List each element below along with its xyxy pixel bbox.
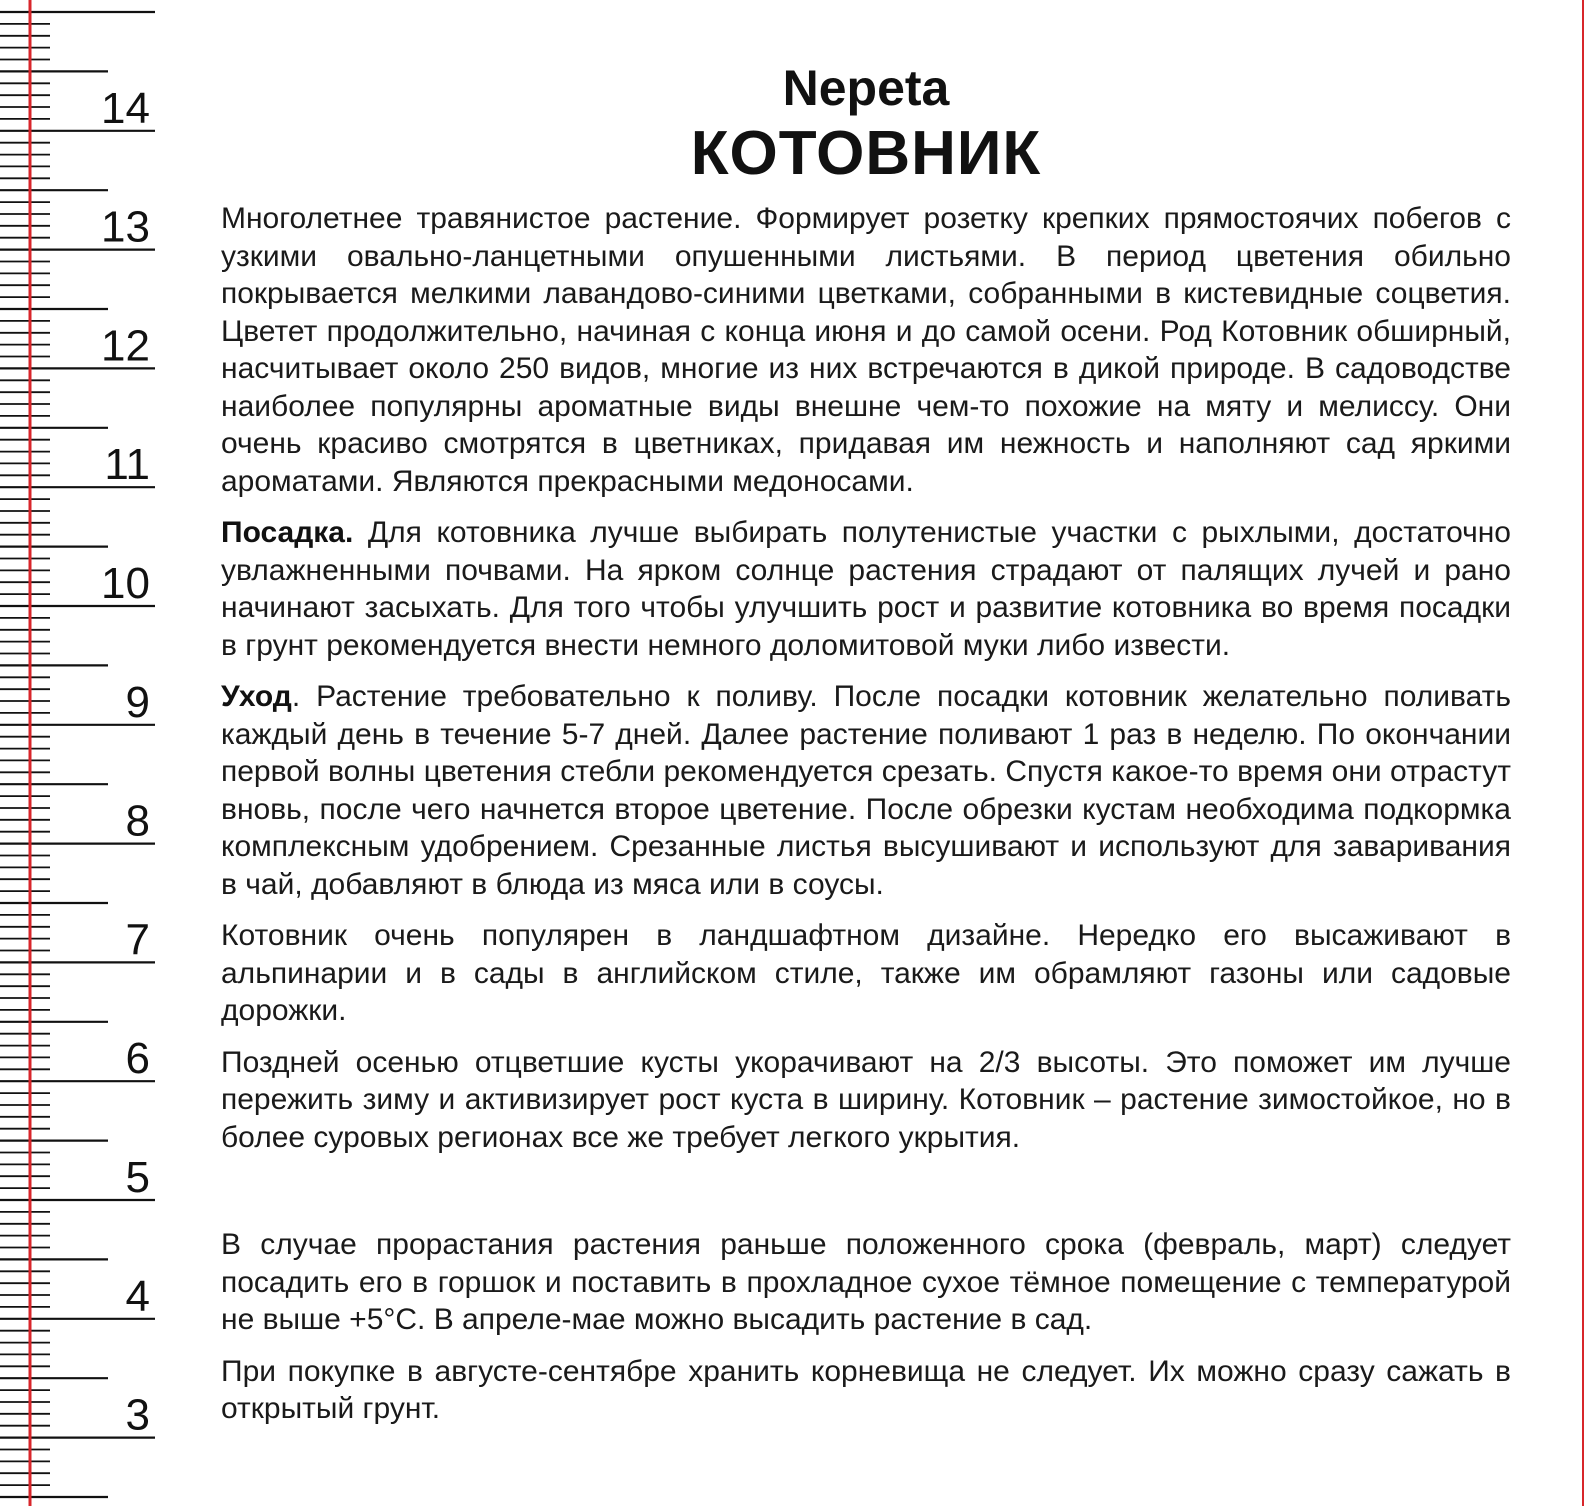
paragraph-text: Многолетнее травянистое растение. Формирует розетку крепких прямостоячих побегов с узкими овально-ланцетными опушенными листьями. В период цветения обильно покрывается мелкими лавандово-синими цветками, собранными в кистевидные соцветия. Цветет продолжительно, начиная с конца июня и до самой осени. Род Котовник обширный, насчитывает около 250 видов, многие из них встречаются в дикой природе. В садоводстве наиболее популярны ароматные виды внешне чем-то похожие на мяту и мелиссу. Они очень красиво смотрятся в цветниках, придавая им нежность и наполняют сад яркими ароматами. Являются прекрасными медоносами. xyxy=(221,202,1511,498)
ruler-number: 12 xyxy=(101,321,150,371)
paragraph-text: Для котовника лучше выбирать полутенистые участки с рыхлыми, достаточно увлажненными почвами. На ярком солнце растения страдают от палящих лучей и рано начинают засыхать. Для того чтобы улучшить рост и развитие котовника во время посадки в грунт рекомендуется внести немного доломитовой муки либо извести. xyxy=(221,516,1511,662)
paragraph-text: Поздней осенью отцветшие кусты укорачивают на 2/3 высоты. Это поможет им лучше пережить зиму и активизирует рост куста в ширину. Котовник – растение зимостойкое, но в более суровых регионах все же требует легкого укрытия. xyxy=(221,1045,1511,1154)
paragraph-text: Котовник очень популярен в ландшафтном дизайне. Нередко его высаживают в альпинарии и в сады в английском стиле, также им обрамляют газоны или садовые дорожки. xyxy=(221,919,1511,1027)
paragraph-early-sprouting xyxy=(221,1226,1511,1339)
ruler xyxy=(0,0,200,1506)
paragraph-lead: Посадка. xyxy=(221,516,354,549)
page-title: КОТОВНИК xyxy=(690,119,1042,188)
paragraph-lead: Уход xyxy=(221,680,292,713)
latin-name: Nepeta xyxy=(782,60,950,116)
paragraph-autumn xyxy=(221,1044,1511,1157)
paragraph-landscape xyxy=(221,917,1511,1030)
paragraph-planting xyxy=(221,514,1511,664)
paragraph-description xyxy=(221,200,1511,500)
paragraph-text: При покупке в августе-сентябре хранить корневища не следует. Их можно сразу сажать в открытый грунт. xyxy=(221,1354,1511,1425)
ruler-number: 13 xyxy=(101,202,150,252)
ruler-number: 14 xyxy=(101,83,150,133)
ruler-number: 4 xyxy=(125,1271,150,1321)
ruler-number: 11 xyxy=(104,440,150,490)
ruler-number: 5 xyxy=(125,1153,150,1202)
paragraph-text: . Растение требовательно к поливу. После посадки котовник желательно поливать каждый день в течение 5-7 дней. Далее растение поливают 1 раз в неделю. По окончании первой волны цветения стебли рекомендуется срезать. Спустя какое-то время они отрастут вновь, после чего начнется второе цветение. После обрезки кустам необходима подкормка комплексным удобрением. Срезанные листья высушивают и используют для заваривания в чай, добавляют в блюда из мяса или в соусы. xyxy=(221,680,1511,901)
paragraph-purchase xyxy=(221,1353,1511,1428)
right-edge-line xyxy=(1582,0,1584,1506)
ruler-number: 8 xyxy=(125,796,150,846)
ruler-number: 9 xyxy=(125,677,150,727)
ruler-number: 7 xyxy=(125,915,150,965)
article xyxy=(221,58,1511,1442)
paragraph-text: В случае прорастания растения раньше положенного срока (февраль, март) следует посадить его в горшок и поставить в прохладное сухое тёмное помещение с температурой не выше +5°C. В апреле-мае можно высадить растение в сад. xyxy=(221,1228,1511,1336)
ruler-number: 6 xyxy=(125,1034,150,1084)
ruler-number: 10 xyxy=(101,559,150,608)
ruler-number: 3 xyxy=(125,1390,150,1440)
paragraph-care xyxy=(221,678,1511,903)
